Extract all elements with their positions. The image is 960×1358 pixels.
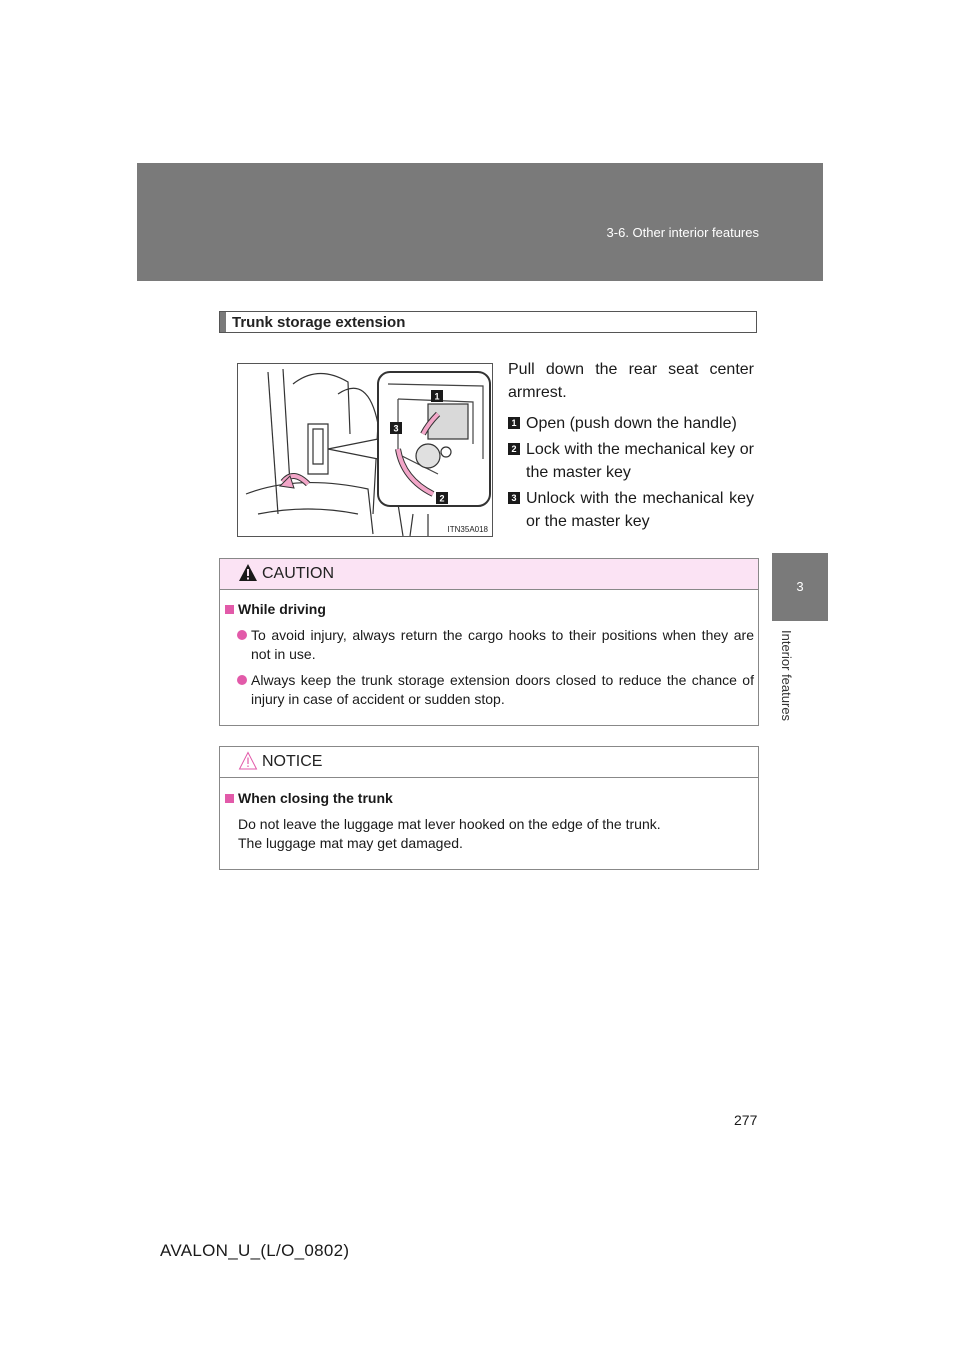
- seat-illustration: [238, 364, 492, 536]
- step-text: Open (push down the handle): [526, 415, 737, 432]
- section-title: Trunk storage extension: [232, 314, 406, 331]
- svg-text:1: 1: [434, 391, 440, 402]
- step-number: 1: [508, 417, 520, 429]
- notice-label: NOTICE: [262, 753, 323, 770]
- header-band: [137, 163, 823, 281]
- svg-text:2: 2: [439, 493, 445, 504]
- caution-subhead: While driving: [225, 601, 326, 617]
- caution-header: [220, 559, 758, 590]
- circle-bullet-icon: [237, 675, 247, 685]
- step-list: [508, 412, 754, 536]
- warning-icon: [238, 563, 258, 583]
- step-item: [508, 487, 754, 533]
- step-number: 2: [508, 443, 520, 455]
- notice-line: The luggage mat may get damaged.: [238, 835, 463, 851]
- svg-text:3: 3: [393, 423, 399, 434]
- side-chapter-label: Interior features: [779, 630, 794, 722]
- side-chapter-tab: 3: [772, 553, 828, 621]
- step-number: 3: [508, 492, 520, 504]
- footer-code: AVALON_U_(L/O_0802): [160, 1241, 350, 1260]
- warning-outline-icon: [238, 751, 258, 771]
- section-heading: [219, 311, 757, 333]
- header-section-title: 3-6. Other interior features: [606, 225, 759, 240]
- step-item: [508, 412, 754, 435]
- notice-line: Do not leave the luggage mat lever hooked on the edge of the trunk.: [238, 816, 661, 832]
- notice-subhead: When closing the trunk: [225, 790, 393, 806]
- notice-box: [219, 746, 759, 870]
- caution-box: [219, 558, 759, 726]
- step-text: Lock with the mechanical key or the master key: [526, 441, 754, 481]
- intro-text: Pull down the rear seat center armrest.: [508, 361, 754, 401]
- circle-bullet-icon: [237, 630, 247, 640]
- trunk-extension-figure: [237, 363, 493, 537]
- square-bullet-icon: [225, 794, 234, 803]
- notice-header: [220, 747, 758, 778]
- figure-code: ITN35A018: [447, 525, 488, 534]
- step-text: Unlock with the mechanical key or the master key: [526, 490, 754, 530]
- step-item: [508, 438, 754, 484]
- square-bullet-icon: [225, 605, 234, 614]
- caution-bullet: To avoid injury, always return the cargo hooks to their positions when they are not in use.: [234, 626, 754, 664]
- page-number: 277: [734, 1112, 758, 1128]
- caution-label: CAUTION: [262, 565, 334, 582]
- section-heading-bar: [220, 312, 226, 332]
- caution-bullet: Always keep the trunk storage extension doors closed to reduce the chance of injury in case of accident or sudden stop.: [234, 671, 754, 709]
